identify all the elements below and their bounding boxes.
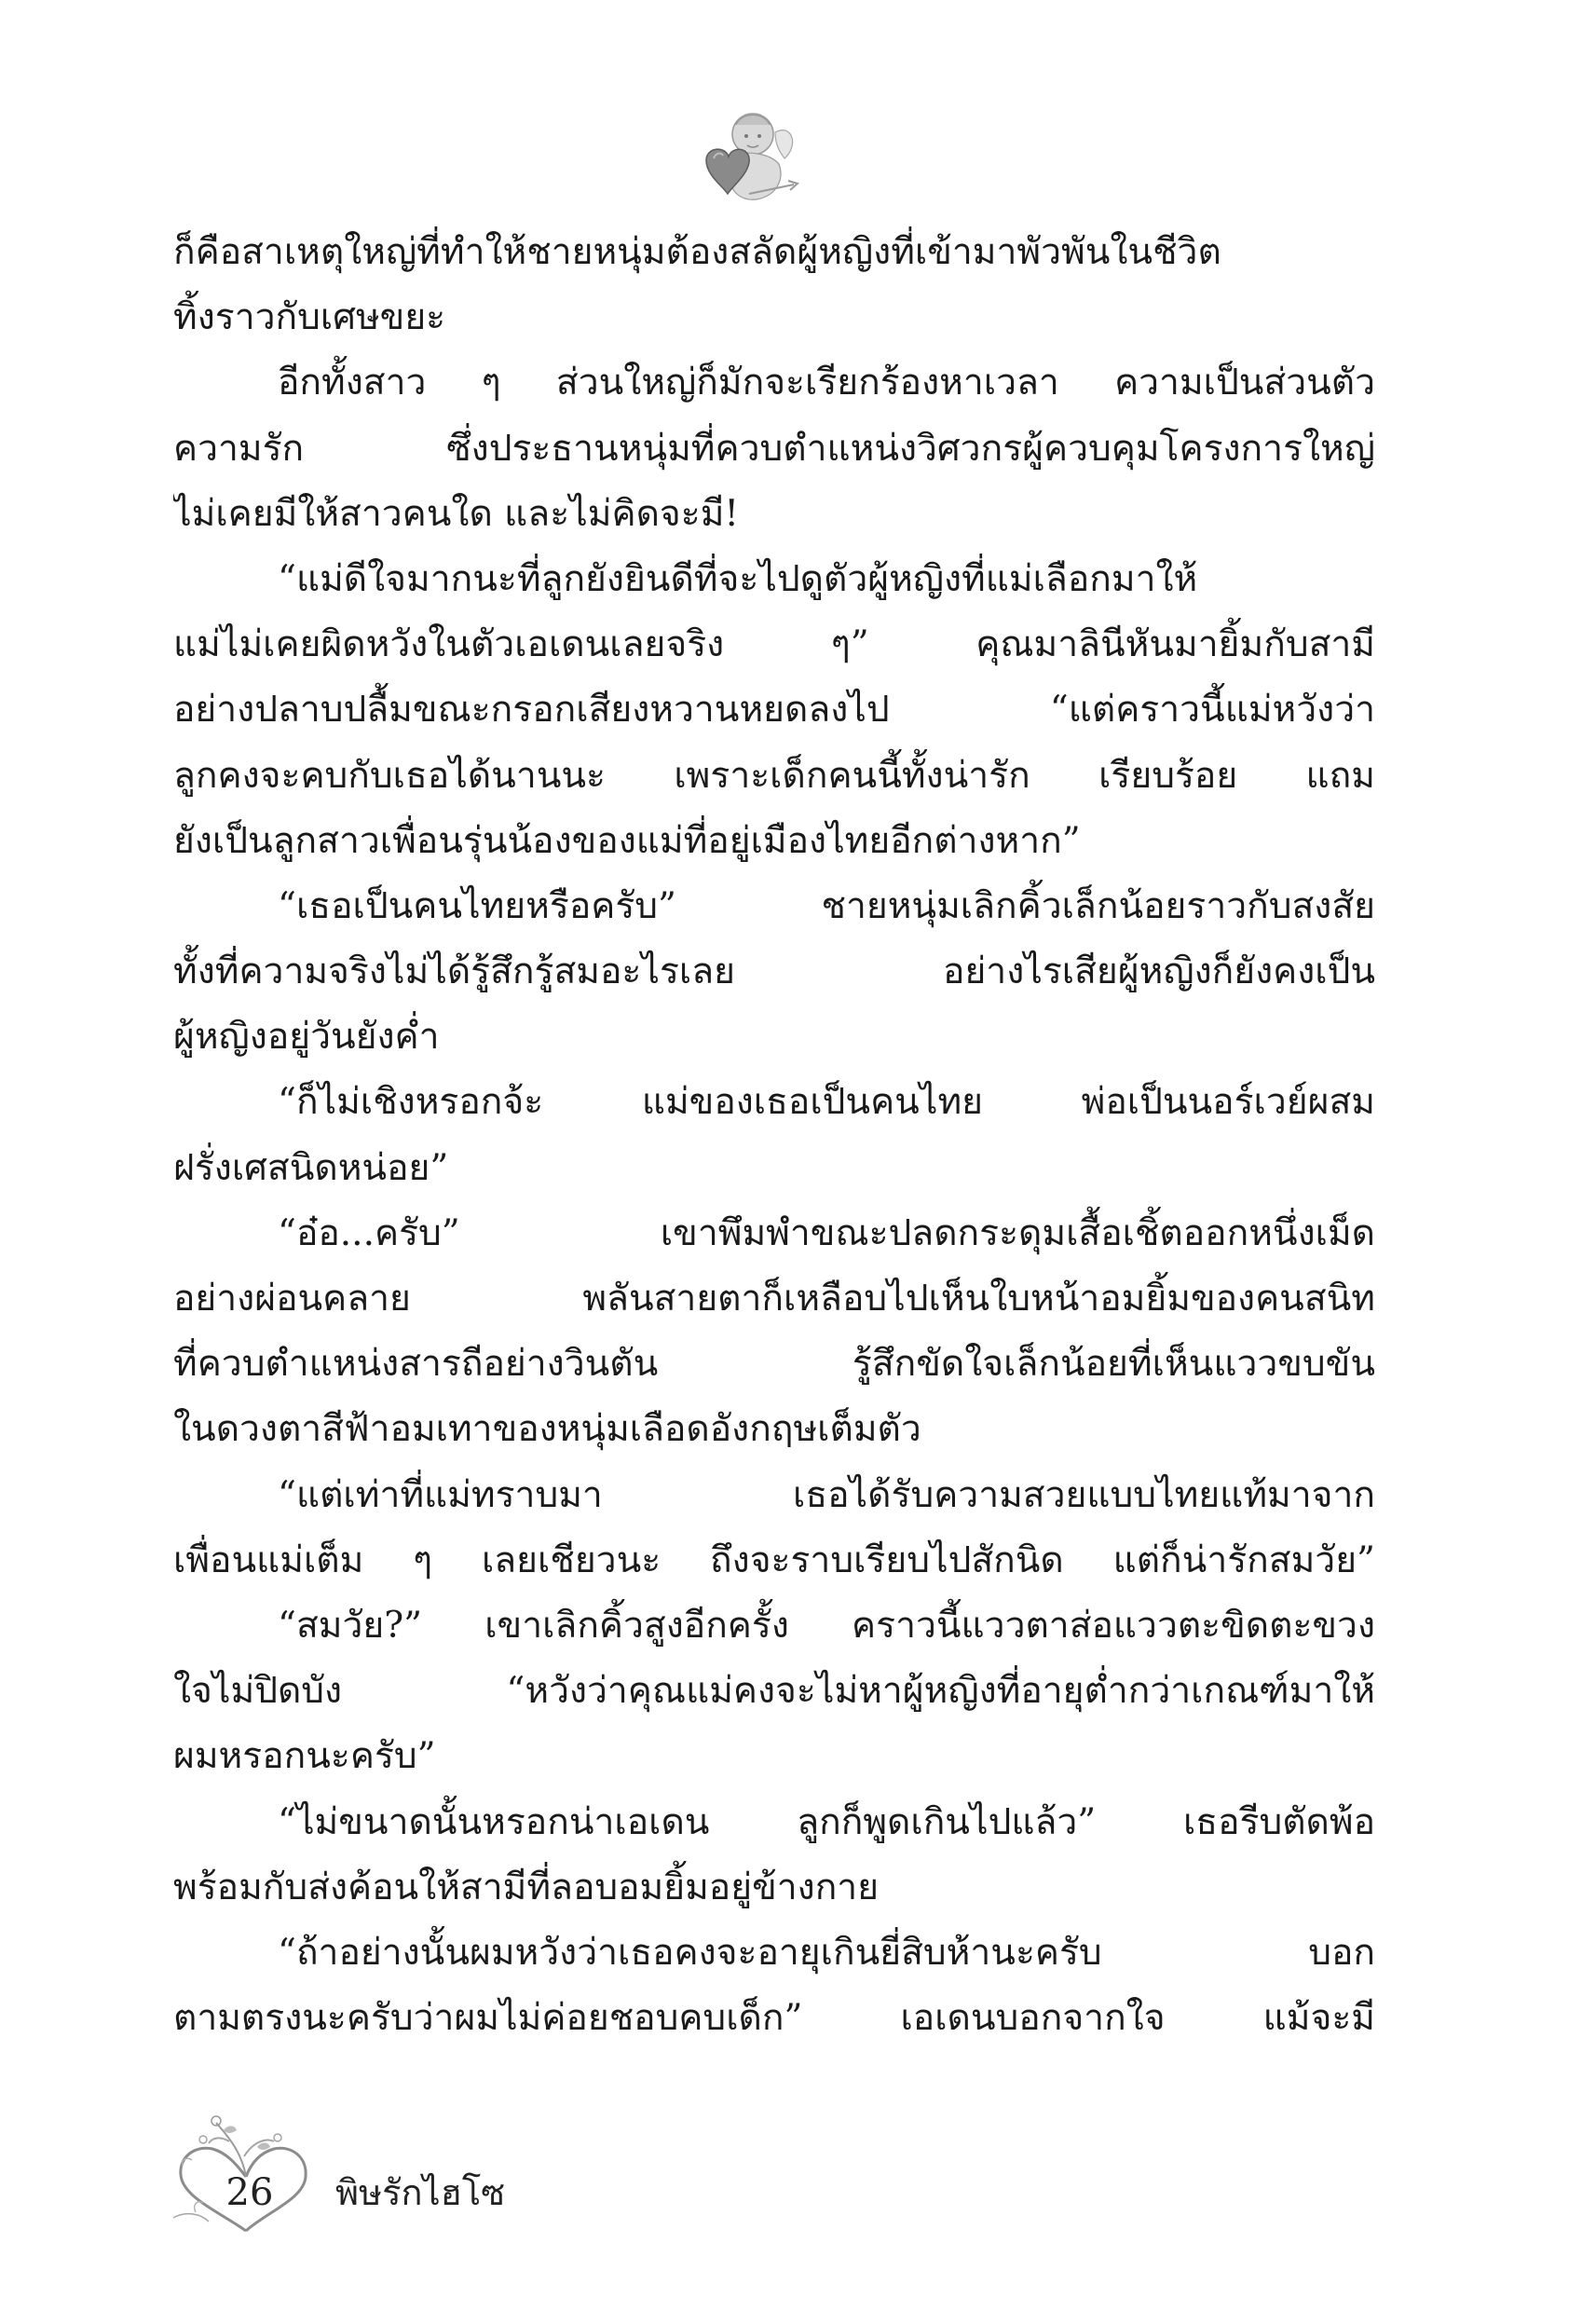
text-line: “อ๋อ...ครับ” เขาพึมพำขณะปลดกระดุมเสื้อเชิ้ตออกหนึ่งเม็ด xyxy=(278,1211,1375,1254)
text-line: ที่ควบตำแหน่งสารถีอย่างวินตัน รู้สึกขัดใจเล็กน้อยที่เห็นแววขบขัน xyxy=(173,1343,1375,1386)
text-line: “ถ้าอย่างนั้นผมหวังว่าเธอคงจะอายุเกินยี่สิบห้านะครับ บอก xyxy=(278,1931,1375,1974)
text-line: ผมหรอกนะครับ” xyxy=(173,1735,436,1778)
cupid-ornament-icon xyxy=(695,104,803,209)
text-line: ยังเป็นลูกสาวเพื่อนรุ่นน้องของแม่ที่อยู่เมืองไทยอีกต่างหาก” xyxy=(173,819,1081,862)
text-line: ใจไม่ปิดบัง “หวังว่าคุณแม่คงจะไม่หาผู้หญิงที่อายุต่ำกว่าเกณฑ์มาให้ xyxy=(173,1670,1375,1713)
text-line: ก็คือสาเหตุใหญ่ที่ทำให้ชายหนุ่มต้องสลัดผู้หญิงที่เข้ามาพัวพันในชีวิต xyxy=(173,231,1221,273)
text-line: ตามตรงนะครับว่าผมไม่ค่อยชอบคบเด็ก” เอเดนบอกจากใจ แม้จะมี xyxy=(173,1997,1375,2040)
text-line: อย่างปลาบปลื้มขณะกรอกเสียงหวานหยดลงไป “แต่คราวนี้แม่หวังว่า xyxy=(173,689,1375,732)
text-line: “แต่เท่าที่แม่ทราบมา เธอได้รับความสวยแบบไทยแท้มาจาก xyxy=(278,1473,1375,1516)
text-line: อีกทั้งสาว ๆ ส่วนใหญ่ก็มักจะเรียกร้องหาเวลา ความเป็นส่วนตัว xyxy=(278,362,1375,404)
text-line: “แม่ดีใจมากนะที่ลูกยังยินดีที่จะไปดูตัวผู้หญิงที่แม่เลือกมาให้ xyxy=(278,557,1198,600)
text-line: “ก็ไม่เชิงหรอกจ้ะ แม่ของเธอเป็นคนไทย พ่อเป็นนอร์เวย์ผสม xyxy=(278,1081,1375,1124)
text-line: พร้อมกับส่งค้อนให้สามีที่ลอบอมยิ้มอยู่ข้างกาย xyxy=(173,1866,880,1908)
text-line: “เธอเป็นคนไทยหรือครับ” ชายหนุ่มเลิกคิ้วเล็กน้อยราวกับสงสัย xyxy=(278,884,1375,927)
text-line: ทิ้งราวกับเศษขยะ xyxy=(173,296,446,339)
text-line: ผู้หญิงอยู่วันยังค่ำ xyxy=(173,1016,440,1059)
text-line: “สมวัย?” เขาเลิกคิ้วสูงอีกครั้ง คราวนี้แววตาส่อแววตะขิดตะขวง xyxy=(278,1604,1375,1647)
text-line: เพื่อนแม่เต็ม ๆ เลยเชียวนะ ถึงจะราบเรียบไปสักนิด แต่ก็น่ารักสมวัย” xyxy=(173,1538,1375,1581)
text-line: แม่ไม่เคยผิดหวังในตัวเอเดนเลยจริง ๆ” คุณมาลินีหันมายิ้มกับสามี xyxy=(173,623,1375,666)
text-line: “ไม่ขนาดนั้นหรอกน่าเอเดน ลูกก็พูดเกินไปแล้ว” เธอรีบตัดพ้อ xyxy=(278,1800,1375,1843)
page-footer xyxy=(164,2095,555,2235)
book-title: พิษรักไฮโซ xyxy=(335,2172,506,2213)
text-line: อย่างผ่อนคลาย พลันสายตาก็เหลือบไปเห็นใบหน้าอมยิ้มของคนสนิท xyxy=(173,1278,1375,1320)
text-line: ในดวงตาสีฟ้าอมเทาของหนุ่มเลือดอังกฤษเต็มตัว xyxy=(173,1408,921,1451)
text-line: ฝรั่งเศสนิดหน่อย” xyxy=(173,1146,449,1189)
text-line: ทั้งที่ความจริงไม่ได้รู้สึกรู้สมอะไรเลย อย่างไรเสียผู้หญิงก็ยังคงเป็น xyxy=(173,950,1375,993)
text-line: ความรัก ซึ่งประธานหนุ่มที่ควบตำแหน่งวิศวกรผู้ควบคุมโครงการใหญ่ xyxy=(173,427,1375,470)
body-text xyxy=(173,220,1375,2051)
text-line: ลูกคงจะคบกับเธอได้นานนะ เพราะเด็กคนนี้ทั้งน่ารัก เรียบร้อย แถม xyxy=(173,754,1375,797)
page-number: 26 xyxy=(225,2171,274,2214)
text-line: ไม่เคยมีให้สาวคนใด และไม่คิดจะมี! xyxy=(173,492,740,535)
